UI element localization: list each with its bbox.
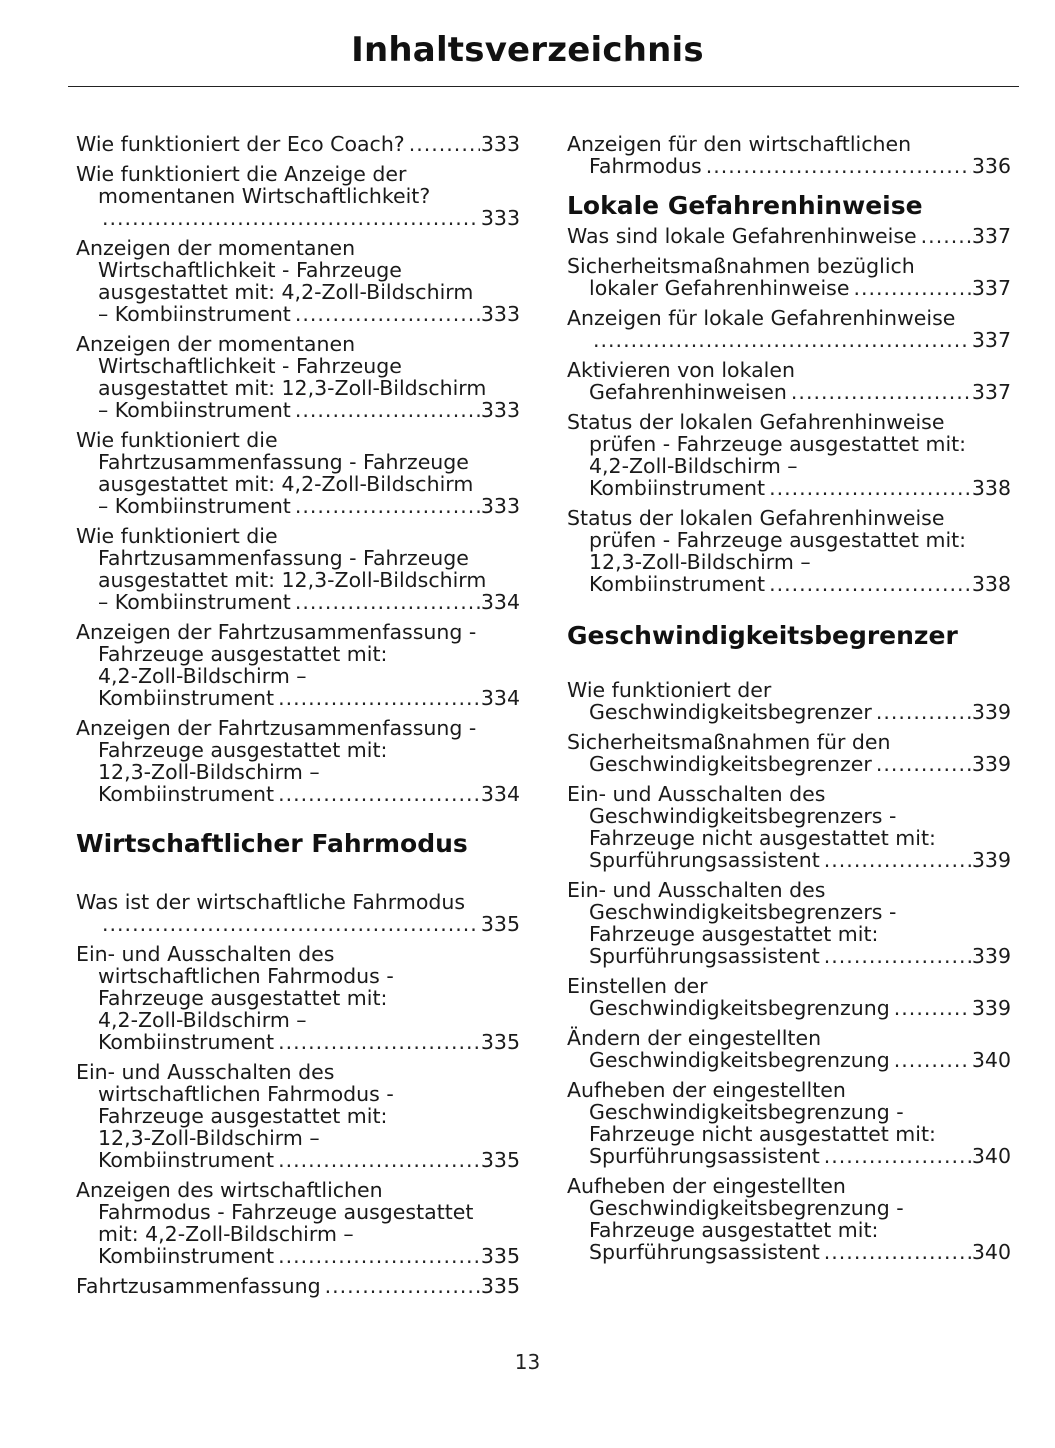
toc-entry-line bbox=[76, 783, 520, 805]
toc-entry[interactable] bbox=[567, 411, 1011, 499]
toc-page-number: 336 bbox=[971, 154, 1011, 178]
dot-leader bbox=[824, 1241, 971, 1263]
toc-entry-line bbox=[567, 1145, 1011, 1167]
toc-entry-line bbox=[76, 207, 520, 229]
section-heading-lokale-gefahrenhinweise: Lokale Gefahrenhinweise bbox=[567, 191, 923, 220]
toc-entry-text: – Kombiinstrument bbox=[98, 494, 291, 518]
section-heading-geschwindigkeitsbegrenzer: Geschwindigkeitsbegrenzer bbox=[567, 621, 958, 650]
toc-entry-line: Ein- und Ausschalten des bbox=[567, 782, 826, 806]
toc-entry-line bbox=[567, 701, 1011, 723]
toc-entry-text: Spurführungsassistent bbox=[589, 944, 820, 968]
toc-entry-line: Fahrmodus - Fahrzeuge ausgestattet bbox=[98, 1200, 474, 1224]
toc-entry-line bbox=[76, 687, 520, 709]
dot-leader bbox=[769, 573, 971, 595]
toc-entry-line: Fahrzeuge ausgestattet mit: bbox=[589, 922, 879, 946]
toc-entry-text: – Kombiinstrument bbox=[98, 398, 291, 422]
toc-entry[interactable] bbox=[567, 731, 1011, 775]
toc-entry-line: Status der lokalen Gefahrenhinweise bbox=[567, 506, 945, 530]
toc-page-number: 340 bbox=[971, 1240, 1011, 1264]
toc-entry-text: Kombiinstrument bbox=[98, 686, 275, 710]
toc-entry-line: Fahrtzusammenfassung - Fahrzeuge bbox=[98, 546, 469, 570]
toc-entry-text: – Kombiinstrument bbox=[98, 590, 291, 614]
dot-leader bbox=[894, 997, 971, 1019]
dot-leader bbox=[593, 329, 971, 351]
toc-entry-text: Wie funktioniert der Eco Coach? bbox=[76, 132, 405, 156]
toc-entry-line: Anzeigen der momentanen bbox=[76, 332, 356, 356]
toc-entry[interactable] bbox=[76, 133, 520, 155]
dot-leader bbox=[853, 277, 970, 299]
toc-page-number: 334 bbox=[480, 686, 520, 710]
toc-entry-line bbox=[567, 573, 1011, 595]
toc-entry-line: Wirtschaftlichkeit - Fahrzeuge bbox=[98, 354, 402, 378]
toc-entry-line bbox=[76, 591, 520, 613]
toc-entry-line bbox=[567, 155, 1011, 177]
toc-entry-line: Ändern der eingestellten bbox=[567, 1026, 822, 1050]
toc-entry-line: Fahrzeuge ausgestattet mit: bbox=[98, 986, 388, 1010]
toc-page-number: 333 bbox=[480, 398, 520, 422]
toc-entry-line: mit: 4,2-Zoll-Bildschirm – bbox=[98, 1222, 354, 1246]
dot-leader bbox=[278, 783, 480, 805]
dot-leader bbox=[824, 849, 971, 871]
toc-entry-line: Anzeigen der momentanen bbox=[76, 236, 356, 260]
toc-entry-line bbox=[567, 277, 1011, 299]
toc-page-number: 334 bbox=[480, 782, 520, 806]
toc-page-number: 337 bbox=[971, 328, 1011, 352]
toc-entry[interactable] bbox=[567, 1175, 1011, 1263]
toc-entry-text: Geschwindigkeitsbegrenzer bbox=[589, 700, 872, 724]
toc-entry-line: Wie funktioniert die Anzeige der bbox=[76, 162, 407, 186]
dot-leader bbox=[278, 1031, 480, 1053]
toc-entry-line bbox=[76, 913, 520, 935]
toc-entry-text: Was sind lokale Gefahrenhinweise bbox=[567, 224, 917, 248]
toc-page-number: 338 bbox=[971, 476, 1011, 500]
toc-entry-line: Status der lokalen Gefahrenhinweise bbox=[567, 410, 945, 434]
dot-leader bbox=[706, 155, 971, 177]
toc-entry-line bbox=[567, 225, 1011, 247]
toc-entry-list bbox=[567, 225, 1011, 595]
toc-entry-line bbox=[76, 133, 520, 155]
toc-entry-text: Gefahrenhinweisen bbox=[589, 380, 787, 404]
toc-page-number: 339 bbox=[971, 848, 1011, 872]
toc-page-number: 339 bbox=[971, 996, 1011, 1020]
toc-entry-list bbox=[567, 133, 1011, 177]
toc-entry-text: lokaler Gefahrenhinweise bbox=[589, 276, 850, 300]
toc-entry-line bbox=[567, 1241, 1011, 1263]
toc-page-number: 334 bbox=[480, 590, 520, 614]
toc-entry-line bbox=[567, 329, 1011, 351]
page-number: 13 bbox=[514, 1350, 541, 1374]
toc-entry-text: Kombiinstrument bbox=[589, 572, 766, 596]
toc-entry-line: Anzeigen der Fahrtzusammenfassung - bbox=[76, 620, 477, 644]
toc-entry-line: Geschwindigkeitsbegrenzung - bbox=[589, 1100, 904, 1124]
toc-entry-text: Spurführungsassistent bbox=[589, 1240, 820, 1264]
toc-page-number: 339 bbox=[971, 944, 1011, 968]
toc-page-number: 340 bbox=[971, 1144, 1011, 1168]
toc-entry[interactable] bbox=[76, 525, 520, 613]
toc-entry-line: Sicherheitsmaßnahmen für den bbox=[567, 730, 891, 754]
toc-entry-line: Aufheben der eingestellten bbox=[567, 1174, 846, 1198]
toc-entry-text: Fahrmodus bbox=[589, 154, 702, 178]
toc-column-right bbox=[567, 133, 1011, 1271]
toc-entry-line: wirtschaftlichen Fahrmodus - bbox=[98, 964, 394, 988]
dot-leader bbox=[278, 687, 480, 709]
dot-leader bbox=[921, 225, 971, 247]
toc-entry-line: Fahrzeuge ausgestattet mit: bbox=[98, 642, 388, 666]
toc-entry-line: ausgestattet mit: 4,2-Zoll-Bildschirm bbox=[98, 472, 474, 496]
toc-entry[interactable] bbox=[76, 943, 520, 1053]
toc-entry[interactable] bbox=[567, 879, 1011, 967]
toc-entry-line: 4,2-Zoll-Bildschirm – bbox=[98, 664, 307, 688]
dot-leader bbox=[824, 945, 971, 967]
toc-entry[interactable] bbox=[76, 621, 520, 709]
toc-entry-line: ausgestattet mit: 4,2-Zoll-Bildschirm bbox=[98, 280, 474, 304]
toc-entry[interactable] bbox=[567, 1079, 1011, 1167]
toc-page-number: 333 bbox=[480, 494, 520, 518]
toc-entry-line: ausgestattet mit: 12,3-Zoll-Bildschirm bbox=[98, 376, 487, 400]
toc-entry[interactable] bbox=[567, 1027, 1011, 1071]
toc-entry-line bbox=[76, 399, 520, 421]
toc-entry-line: Ein- und Ausschalten des bbox=[76, 1060, 335, 1084]
toc-page-number: 339 bbox=[971, 752, 1011, 776]
toc-entry-line: momentanen Wirtschaftlichkeit? bbox=[98, 184, 431, 208]
toc-entry-line: Sicherheitsmaßnahmen bezüglich bbox=[567, 254, 915, 278]
toc-page-number: 335 bbox=[480, 1244, 520, 1268]
toc-entry[interactable] bbox=[567, 225, 1011, 247]
toc-entry-text: Kombiinstrument bbox=[98, 1030, 275, 1054]
toc-page-number: 340 bbox=[971, 1048, 1011, 1072]
dot-leader bbox=[876, 753, 971, 775]
toc-entry-line: 4,2-Zoll-Bildschirm – bbox=[589, 454, 798, 478]
toc-page-number: 333 bbox=[480, 132, 520, 156]
toc-entry[interactable] bbox=[76, 333, 520, 421]
toc-entry-line bbox=[76, 1149, 520, 1171]
dot-leader bbox=[876, 701, 971, 723]
toc-entry-line: Anzeigen für lokale Gefahrenhinweise bbox=[567, 306, 956, 330]
toc-entry[interactable] bbox=[567, 679, 1011, 723]
dot-leader bbox=[894, 1049, 971, 1071]
toc-page-number: 335 bbox=[480, 1274, 520, 1298]
toc-entry[interactable] bbox=[567, 133, 1011, 177]
toc-entry-line: 12,3-Zoll-Bildschirm – bbox=[98, 1126, 320, 1150]
toc-entry-line: Anzeigen für den wirtschaftlichen bbox=[567, 132, 912, 156]
toc-page-number: 337 bbox=[971, 380, 1011, 404]
toc-entry-line bbox=[76, 495, 520, 517]
toc-entry-text: – Kombiinstrument bbox=[98, 302, 291, 326]
toc-page-number: 333 bbox=[480, 206, 520, 230]
toc-entry-line: wirtschaftlichen Fahrmodus - bbox=[98, 1082, 394, 1106]
toc-page-number: 335 bbox=[480, 1030, 520, 1054]
toc-entry-line: prüfen - Fahrzeuge ausgestattet mit: bbox=[589, 432, 967, 456]
toc-entry-line bbox=[76, 303, 520, 325]
dot-leader bbox=[295, 495, 480, 517]
toc-entry[interactable] bbox=[76, 163, 520, 229]
toc-entry[interactable] bbox=[76, 429, 520, 517]
toc-entry-text: Fahrtzusammenfassung bbox=[76, 1274, 321, 1298]
toc-entry-text: Kombiinstrument bbox=[589, 476, 766, 500]
toc-page-number: 333 bbox=[480, 302, 520, 326]
dot-leader bbox=[325, 1275, 480, 1297]
toc-entry-line: Fahrtzusammenfassung - Fahrzeuge bbox=[98, 450, 469, 474]
toc-entry-text: Kombiinstrument bbox=[98, 1148, 275, 1172]
toc-page-number: 339 bbox=[971, 700, 1011, 724]
toc-entry-line bbox=[76, 1031, 520, 1053]
toc-entry-text: Kombiinstrument bbox=[98, 1244, 275, 1268]
toc-entry-list bbox=[76, 133, 520, 805]
toc-entry-line: Geschwindigkeitsbegrenzung - bbox=[589, 1196, 904, 1220]
dot-leader bbox=[295, 591, 480, 613]
toc-entry-line: Aktivieren von lokalen bbox=[567, 358, 795, 382]
toc-page-number: 335 bbox=[480, 1148, 520, 1172]
toc-entry-line: Wie funktioniert die bbox=[76, 524, 278, 548]
dot-leader bbox=[295, 303, 480, 325]
dot-leader bbox=[409, 133, 480, 155]
toc-entry-line: Fahrzeuge nicht ausgestattet mit: bbox=[589, 826, 936, 850]
toc-entry-line bbox=[567, 997, 1011, 1019]
section-heading-wirtschaftlicher-fahrmodus: Wirtschaftlicher Fahrmodus bbox=[76, 829, 468, 858]
toc-entry-line bbox=[567, 753, 1011, 775]
toc-entry-line: Fahrzeuge ausgestattet mit: bbox=[98, 738, 388, 762]
toc-entry-line: Einstellen der bbox=[567, 974, 708, 998]
toc-entry-text: Geschwindigkeitsbegrenzung bbox=[589, 1048, 890, 1072]
title-divider bbox=[68, 86, 1019, 87]
toc-entry-line: Anzeigen des wirtschaftlichen bbox=[76, 1178, 383, 1202]
toc-entry-line: Geschwindigkeitsbegrenzers - bbox=[589, 900, 897, 924]
toc-entry-line: ausgestattet mit: 12,3-Zoll-Bildschirm bbox=[98, 568, 487, 592]
toc-entry-text: Spurführungsassistent bbox=[589, 848, 820, 872]
dot-leader bbox=[102, 207, 480, 229]
toc-entry-line: Ein- und Ausschalten des bbox=[76, 942, 335, 966]
toc-entry-line bbox=[76, 1275, 520, 1297]
toc-entry[interactable] bbox=[567, 975, 1011, 1019]
toc-entry-line: 12,3-Zoll-Bildschirm – bbox=[589, 550, 811, 574]
toc-column-left bbox=[76, 133, 520, 1305]
toc-entry-line bbox=[567, 381, 1011, 403]
toc-entry-line bbox=[76, 1245, 520, 1267]
toc-entry-text: Kombiinstrument bbox=[98, 782, 275, 806]
dot-leader bbox=[278, 1149, 480, 1171]
toc-page-number: 338 bbox=[971, 572, 1011, 596]
toc-entry-list bbox=[567, 679, 1011, 1263]
toc-entry-text: Geschwindigkeitsbegrenzung bbox=[589, 996, 890, 1020]
toc-entry[interactable] bbox=[567, 255, 1011, 299]
toc-entry-line: Wie funktioniert der bbox=[567, 678, 772, 702]
toc-entry-line: Geschwindigkeitsbegrenzers - bbox=[589, 804, 897, 828]
toc-entry[interactable] bbox=[76, 1061, 520, 1171]
toc-entry-line: Anzeigen der Fahrtzusammenfassung - bbox=[76, 716, 477, 740]
toc-page-number: 335 bbox=[480, 912, 520, 936]
toc-entry-line: Aufheben der eingestellten bbox=[567, 1078, 846, 1102]
toc-entry[interactable] bbox=[567, 783, 1011, 871]
toc-entry-line: 12,3-Zoll-Bildschirm – bbox=[98, 760, 320, 784]
dot-leader bbox=[791, 381, 971, 403]
toc-entry-line bbox=[567, 1049, 1011, 1071]
toc-entry-line: Ein- und Ausschalten des bbox=[567, 878, 826, 902]
toc-entry-line: Wie funktioniert die bbox=[76, 428, 278, 452]
toc-entry[interactable] bbox=[76, 717, 520, 805]
toc-entry-text: Geschwindigkeitsbegrenzer bbox=[589, 752, 872, 776]
toc-page-number: 337 bbox=[971, 224, 1011, 248]
dot-leader bbox=[278, 1245, 480, 1267]
dot-leader bbox=[295, 399, 480, 421]
dot-leader bbox=[824, 1145, 971, 1167]
dot-leader bbox=[769, 477, 971, 499]
toc-entry-line bbox=[567, 945, 1011, 967]
toc-entry-line bbox=[567, 477, 1011, 499]
toc-page-number: 337 bbox=[971, 276, 1011, 300]
toc-entry-line: Was ist der wirtschaftliche Fahrmodus bbox=[76, 890, 466, 914]
toc-entry[interactable] bbox=[567, 359, 1011, 403]
toc-entry-line bbox=[567, 849, 1011, 871]
toc-entry-line: Fahrzeuge nicht ausgestattet mit: bbox=[589, 1122, 936, 1146]
toc-entry[interactable] bbox=[567, 307, 1011, 351]
toc-entry-line: prüfen - Fahrzeuge ausgestattet mit: bbox=[589, 528, 967, 552]
dot-leader bbox=[102, 913, 480, 935]
toc-entry-line: 4,2-Zoll-Bildschirm – bbox=[98, 1008, 307, 1032]
toc-entry[interactable] bbox=[76, 237, 520, 325]
toc-entry-line: Fahrzeuge ausgestattet mit: bbox=[589, 1218, 879, 1242]
toc-entry-text: Spurführungsassistent bbox=[589, 1144, 820, 1168]
page-title: Inhaltsverzeichnis bbox=[351, 30, 704, 70]
toc-entry[interactable] bbox=[76, 891, 520, 935]
toc-entry[interactable] bbox=[76, 1275, 520, 1297]
toc-entry[interactable] bbox=[567, 507, 1011, 595]
toc-entry-list bbox=[76, 891, 520, 1297]
toc-entry-line: Fahrzeuge ausgestattet mit: bbox=[98, 1104, 388, 1128]
toc-entry[interactable] bbox=[76, 1179, 520, 1267]
toc-entry-line: Wirtschaftlichkeit - Fahrzeuge bbox=[98, 258, 402, 282]
